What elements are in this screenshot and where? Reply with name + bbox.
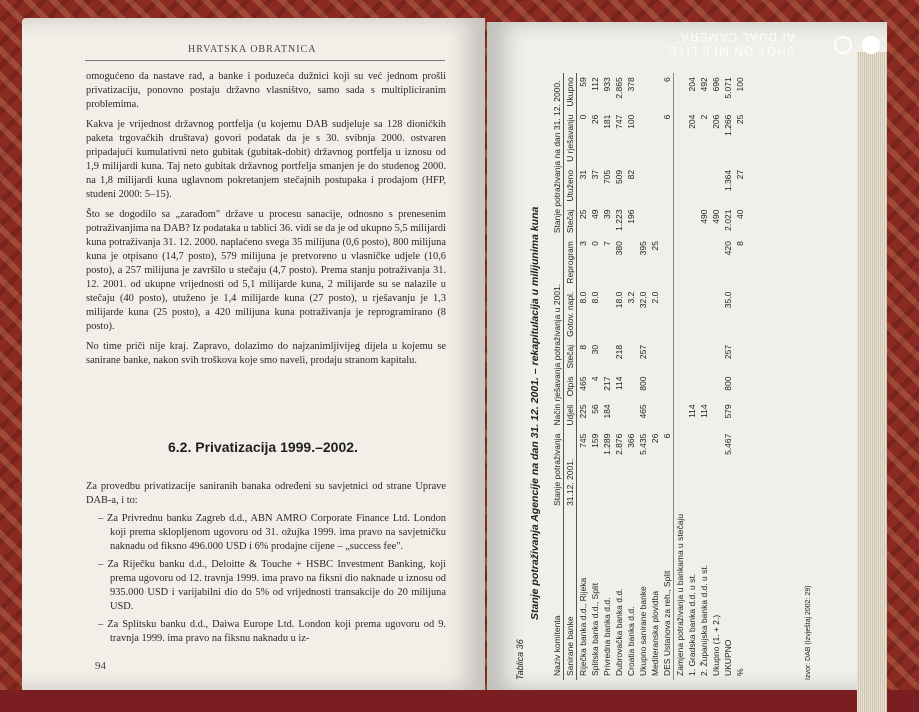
table-cell <box>686 237 698 288</box>
table-cell: 8 <box>735 241 745 246</box>
table-cell <box>674 166 687 206</box>
table-cell <box>734 373 746 401</box>
table-cell: 114 <box>699 404 709 418</box>
table-cell: 159 <box>590 433 600 448</box>
table-cell <box>661 166 674 206</box>
paragraph-1: omogućeno da nastave rad, a banke i poduzeća dužnici koji su već jednom prošli privatizaciju, ponovno postaju državno vlasništvo, samo sada s multipliciranim problemima. <box>86 71 446 110</box>
col-udjeli: Udjeli <box>564 400 577 429</box>
table-cell <box>637 73 649 110</box>
table-cell: 1.266 <box>723 114 733 136</box>
col-stecaj2: Stečaj <box>564 206 577 238</box>
col-reprogram: Reprogram <box>564 237 577 288</box>
table-cell: 366 <box>626 433 636 448</box>
table-cell <box>698 237 710 288</box>
table-cell: 49 <box>590 209 600 219</box>
row-label: 1. Gradska banka d.d. u st. <box>687 573 697 676</box>
table-cell: 112 <box>590 77 600 91</box>
table-cell <box>625 237 637 288</box>
table-cell: 747 <box>614 114 624 129</box>
table-cell <box>601 288 613 341</box>
watermark-ring-icon <box>834 36 852 54</box>
table-cell <box>710 373 722 401</box>
table-cell: 490 <box>699 209 709 224</box>
table-body-2 <box>674 73 747 680</box>
table-cell: 4 <box>590 376 600 382</box>
table-cell <box>698 341 710 373</box>
col-u-rjesavanju: U rješavanju <box>564 111 577 166</box>
watermark-line-2: AI DUAL CAMERA <box>679 30 795 44</box>
intro-paragraph: Za provedbu privatizacije saniranih banaka određeni su savjetnici od strane Uprave DAB-a, i to: <box>86 481 446 506</box>
row-label: Mediteranska plovidba <box>650 590 660 676</box>
table-cell: 218 <box>614 344 624 360</box>
col-section: Sanirane banke <box>564 510 577 680</box>
table-cell: 1.223 <box>614 209 624 231</box>
table-cell <box>661 206 674 238</box>
table-cell: 206 <box>711 114 721 129</box>
table-cell: 420 <box>723 241 733 256</box>
row-label: Zamjena potraživanja u bankama u stečaju <box>674 510 687 680</box>
watermark-line-1: SHOT ON MI 8 LITE <box>668 44 795 58</box>
table-row <box>637 73 649 680</box>
table-cell: 32.0 <box>638 291 648 309</box>
table-cell <box>661 341 674 373</box>
table-cell <box>661 373 674 401</box>
table-cell <box>734 288 746 341</box>
row-label: 2. Županijska banka d.d. u st. <box>699 564 709 676</box>
table-cell <box>734 341 746 373</box>
table-cell: 933 <box>602 77 612 92</box>
table-cell <box>710 166 722 206</box>
col-gotov: Gotov. napl. <box>564 288 577 341</box>
table-cell <box>686 206 698 238</box>
table-cell: 257 <box>638 344 648 360</box>
table-cell: 26 <box>650 433 660 444</box>
table-cell <box>637 111 649 166</box>
table-cell: 26 <box>590 114 600 125</box>
table-cell <box>698 430 710 510</box>
paragraph-3: Što se dogodilo sa „zarađom" države u procesu sanacije, odnosno s prenesenim potraživanjima na DAB? Iz podataka u tablici 36. vidi se da je od ukupno 5,5 milijardi kuna potraživanja 31. 12. 2000. naplaćeno svega 35 milijuna (0,6 posto), 800 milijuna kuna je otpisano (14,7 posto), 579 milijuna je pretvoreno u vlasničke udjele (10,6 posto), a 257 milijuna je završilo u stečaju (4,7 posto). Prema stanju potraživanja 31. 12. 2001. od ukupne vrijednosti od 5,1 milijarde kuna, 2 milijarde su se nalazile u stečaju (40 posto), utuženo je 1,4 milijarde kuna (27 posto), u rješavanju je 1,3 milijarde kuna (25 posto), a 420 milijuna kuna potraživanja je reprogramirano (8 posto). <box>86 209 446 332</box>
table-cell: 204 <box>687 114 697 129</box>
table-cell: 579 <box>723 404 733 419</box>
page-edge <box>857 52 887 712</box>
table-cell <box>649 111 661 166</box>
table-cell: 184 <box>602 404 612 419</box>
table-cell: 82 <box>626 169 636 180</box>
table-label: Tablica 36 <box>515 639 525 680</box>
table-cell: 465 <box>578 376 588 391</box>
watermark-dot-icon <box>862 36 880 54</box>
table-row <box>698 73 710 680</box>
table-cell <box>686 341 698 373</box>
col-utuzeno: Utuženo <box>564 166 577 206</box>
paragraph-4: No time priči nije kraj. Zapravo, dolazimo do najzanimljivijeg dijela u kojemu se sanirane banke, nakon svih troškova koje smo naveli, prodaju stranom kapitalu. <box>86 341 446 366</box>
section-title: 6.2. Privatizacija 1999.–2002. <box>168 439 358 455</box>
table-cell: 25 <box>578 209 588 219</box>
col-stanje-end: Stanje potraživanja na dan 31. 12. 2000. <box>551 73 564 237</box>
table-cell <box>649 400 661 429</box>
col-otpis: Otpis <box>564 373 577 401</box>
table-cell <box>649 206 661 238</box>
table-cell: 59 <box>578 77 588 87</box>
table-cell <box>734 430 746 510</box>
table-cell <box>649 166 661 206</box>
table-cell: 8.0 <box>578 291 588 304</box>
table-cell: 6 <box>662 433 672 439</box>
section-body <box>86 480 446 650</box>
row-label: UKUPNO <box>723 639 733 676</box>
table-cell: 2.865 <box>614 77 624 99</box>
table-cell: 378 <box>626 77 636 92</box>
table-row <box>613 73 625 680</box>
table-row <box>686 73 698 680</box>
table-cell <box>674 400 687 429</box>
table-cell <box>710 288 722 341</box>
table-cell <box>674 111 687 166</box>
col-stanje: Stanje potraživanja <box>551 430 564 510</box>
table-cell: 800 <box>723 376 733 391</box>
bullet-2: – Za Riječku banku d.d., Deloitte & Touche + HSBC Investment Banking, koji prema ugovoru od 12. travnja 1999. ima pravo na fiksni dio naknade u iznosu od 935.000 USD i varijabilni dio do 5% od vrijednosti transakcije do 20 milijuna USD. <box>98 559 446 612</box>
table-cell <box>674 206 687 238</box>
table-cell <box>649 341 661 373</box>
table-source: Izvor: DAB (Izvještaj 2002: 29) <box>805 585 812 680</box>
running-header: HRVATSKA OBRATNICA <box>188 44 317 55</box>
table-cell: 25 <box>650 241 660 251</box>
paragraph-2: Kakva je vrijednost državnog portfelja (u kojemu DAB sudjeluje sa 128 dioničkih paketa trgovačkih društava) govori podatak da je s 30. svibnja 2000. ostvaren pripadajući kumulativni neto gubitak (gubitak-dobit) državnog portfelja u iznosu od 1,9 milijardi kuna. Taj neto gubitak državnog portfelja smanjen je do studenog 2000. na 1,8 milijardi kuna uglavnom pokretanjem stečajnih postupaka i prodajom (HFP, studeni 2000: 5–15). <box>86 119 446 200</box>
table-cell: 39 <box>602 209 612 219</box>
table-cell: 6 <box>662 77 672 83</box>
table-cell: 8.0 <box>590 291 600 304</box>
table-cell <box>661 237 674 288</box>
table-cell: 1.289 <box>602 433 612 455</box>
row-label: % <box>735 668 745 676</box>
table-cell <box>637 206 649 238</box>
table-cell: 696 <box>711 77 721 92</box>
table-title: Stanje potraživanja Agencije na dan 31. 12. 2001. – rekapitulacija u milijunima kuna <box>529 206 541 620</box>
table-cell <box>674 341 687 373</box>
row-label: Dubrovačka banka d.d. <box>614 588 624 676</box>
table-row <box>734 73 746 680</box>
table-cell <box>601 341 613 373</box>
table-cell: 5.467 <box>723 433 733 455</box>
table-cell: 40 <box>735 209 745 219</box>
data-table <box>551 73 746 680</box>
col-name: Naziv komitenta <box>551 510 564 680</box>
col-date: 31.12. 2001. <box>564 430 577 510</box>
table-cell: 465 <box>638 404 648 419</box>
table-cell <box>686 166 698 206</box>
table-cell: 37 <box>590 169 600 180</box>
row-label: Privredna banka d.d. <box>602 597 612 676</box>
table-cell: 100 <box>735 77 745 92</box>
table-row <box>625 73 637 680</box>
table-cell <box>649 73 661 110</box>
table-cell: 2 <box>699 114 709 120</box>
table-cell: 56 <box>590 404 600 414</box>
table-cell: 380 <box>614 241 624 256</box>
table-cell: 18.0 <box>614 291 624 309</box>
table-cell <box>674 73 687 110</box>
table-cell <box>625 341 637 373</box>
table-cell: 705 <box>602 169 612 185</box>
bullet-3: – Za Splitsku banku d.d., Daiwa Europe Ltd. London koji prema ugovoru od 9. travnja 1999. ima pravo na fiksnu naknadu u iz- <box>98 619 446 644</box>
table-cell: 800 <box>638 376 648 391</box>
table-cell <box>625 373 637 401</box>
table-cell: 31 <box>578 169 588 180</box>
table-cell: 6 <box>662 114 672 120</box>
table-row <box>589 73 601 680</box>
table-cell: 225 <box>578 404 588 419</box>
bullet-1: – Za Privrednu banku Zagreb d.d., ABN AMRO Corporate Finance Ltd. London koji prema sklopljenom ugovoru od 31. ožujka 1999. ima pravo na savjetničku naknadu od fiksno 496.000 USD i 6% prodajne cijene – „success fee". <box>98 513 446 552</box>
table-cell: 0 <box>578 114 588 120</box>
camera-watermark <box>668 30 795 58</box>
table-cell <box>686 373 698 401</box>
table-cell <box>674 430 687 510</box>
table-cell: 217 <box>602 376 612 391</box>
table-cell: 490 <box>711 209 721 224</box>
table-cell <box>674 237 687 288</box>
table-cell: 25 <box>735 114 745 125</box>
table-row <box>722 73 734 680</box>
table-cell: 5.071 <box>723 77 733 99</box>
table-cell <box>613 400 625 429</box>
table-cell: 196 <box>626 209 636 224</box>
table-row <box>674 73 687 680</box>
row-label: Riječka banka d.d., Rijeka <box>578 577 588 676</box>
table-cell <box>710 237 722 288</box>
col-stecaj: Stečaj <box>564 341 577 373</box>
row-label: Splitska banka d.d., Split <box>590 582 600 676</box>
table-cell <box>734 400 746 429</box>
table-cell: 8 <box>578 344 588 350</box>
table-cell: 27 <box>735 169 745 180</box>
table-row <box>649 73 661 680</box>
table-row <box>601 73 613 680</box>
table-cell: 2.876 <box>614 433 624 455</box>
table-cell <box>710 430 722 510</box>
table-cell <box>674 373 687 401</box>
table-cell: 509 <box>614 169 624 185</box>
table-cell: 5.435 <box>638 433 648 455</box>
row-label: Ukupno sanirane banke <box>638 586 648 676</box>
table-cell: 204 <box>687 77 697 92</box>
table-cell: 30 <box>590 344 600 355</box>
table-cell: 492 <box>699 77 709 92</box>
table-row <box>577 73 590 680</box>
table-cell: 7 <box>602 241 612 246</box>
left-page-body <box>86 70 446 374</box>
row-label: DES Ustanova za reh., Split <box>662 570 672 676</box>
row-label: Croatia banka d.d. <box>626 606 636 676</box>
table-row <box>661 73 674 680</box>
table-cell <box>698 373 710 401</box>
table-cell: 114 <box>687 404 697 418</box>
table-cell <box>637 166 649 206</box>
table-cell <box>661 288 674 341</box>
table-cell: 395 <box>638 241 648 256</box>
table-cell <box>698 288 710 341</box>
col-nacin: Način rješavanja potraživanja u 2001. <box>551 237 564 429</box>
table-cell <box>710 341 722 373</box>
table-cell: 1.364 <box>723 169 733 192</box>
table-cell <box>686 430 698 510</box>
table-cell <box>661 400 674 429</box>
table-cell <box>649 373 661 401</box>
table-cell: 35.0 <box>723 291 733 309</box>
header-rule <box>85 60 445 61</box>
table-cell <box>674 288 687 341</box>
table-cell <box>698 166 710 206</box>
table-cell: 745 <box>578 433 588 448</box>
row-label: Ukupno (1. + 2.) <box>711 614 721 676</box>
table-cell: 257 <box>723 344 733 360</box>
table-cell <box>710 400 722 429</box>
table-cell: 2.021 <box>723 209 733 231</box>
table-body <box>577 73 674 680</box>
table-cell: 181 <box>602 114 612 129</box>
table-cell <box>686 288 698 341</box>
page-number: 94 <box>95 660 106 672</box>
table-cell: 3.2 <box>626 291 636 304</box>
table-row <box>710 73 722 680</box>
table-cell: 114 <box>614 376 624 391</box>
col-ukupno: Ukupno <box>564 73 577 110</box>
table-cell: 100 <box>626 114 636 129</box>
table-cell <box>625 400 637 429</box>
table-cell: 2.0 <box>650 291 660 304</box>
table-cell: 0 <box>590 241 600 246</box>
table-cell: 3 <box>578 241 588 246</box>
